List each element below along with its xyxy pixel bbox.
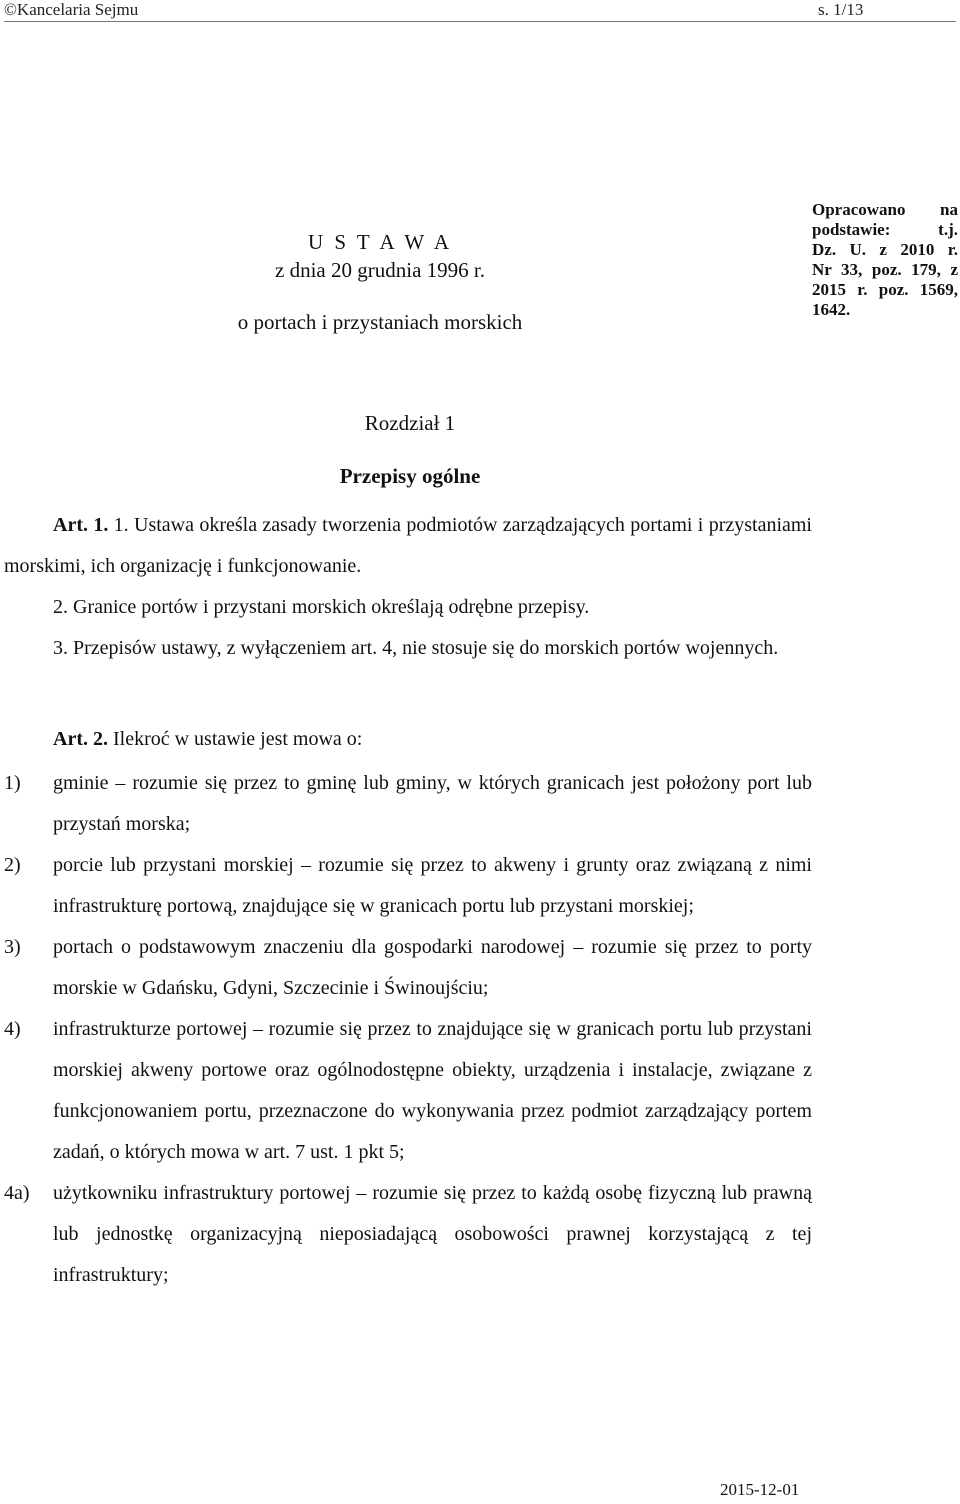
definition-number: 2) <box>4 854 21 876</box>
definition-text: gminie – rozumie się przez to gminę lub gminy, w których granicach jest położony port lub przystań morska; <box>53 772 812 835</box>
definition-text: porcie lub przystani morskiej – rozumie się przez to akweny i grunty oraz związaną z nimi infrastrukturę portową, znajdujące się w granicach portu lub przystani morskiej; <box>53 854 812 917</box>
art1-paragraph-3: 3. Przepisów ustawy, z wyłączeniem art. 4, nie stosuje się do morskich portów wojennych. <box>53 637 779 659</box>
art1-paragraph-1 <box>4 505 812 587</box>
header-page-number: s. 1/13 <box>818 0 864 19</box>
definition-text: infrastrukturze portowej – rozumie się przez to znajdujące się w granicach portu lub przystani morskiej akweny portowe oraz ogólnodostępne obiekty, urządzenia i instalacje, związane z funkcjonowaniem portu, przeznaczone do wykonywania przez podmiot zarządzający portem zadań, o których mowa w art. 7 ust. 1 pkt 5; <box>53 1018 812 1163</box>
source-line: Dz. U. z 2010 r. <box>812 240 958 259</box>
art2-intro-text: Ilekroć w ustawie jest mowa o: <box>107 728 363 750</box>
chapter-title: Przepisy ogólne <box>339 464 481 488</box>
art1-paragraph-2: 2. Granice portów i przystani morskich określają odrębne przepisy. <box>53 596 590 618</box>
source-note <box>812 200 958 320</box>
art2-intro <box>53 728 362 751</box>
act-date: z dnia 20 grudnia 1996 r. <box>275 258 485 282</box>
header-divider <box>4 21 956 22</box>
act-subject: o portach i przystaniach morskich <box>237 310 523 334</box>
header-publisher: ©Kancelaria Sejmu <box>4 0 139 19</box>
definition-list <box>4 763 812 1296</box>
art2-label: Art. 2. <box>53 728 108 750</box>
footer-date: 2015-12-01 <box>720 1480 800 1499</box>
definition-item <box>4 1009 812 1173</box>
definition-text: użytkowniku infrastruktury portowej – rozumie się przez to każdą osobę fizyczną lub prawną lub jednostkę organizacyjną nieposiadającą osobowości prawnej korzystającą z tej infrastruktury; <box>53 1182 812 1286</box>
definition-number: 4) <box>4 1018 21 1040</box>
art1-label: Art. 1. <box>53 514 109 536</box>
source-line: Opracowano na <box>812 200 958 219</box>
definition-number: 3) <box>4 936 21 958</box>
definition-number: 4a) <box>4 1182 30 1204</box>
source-line: Nr 33, poz. 179, z <box>812 260 958 279</box>
source-line: podstawie: t.j. <box>812 220 958 239</box>
art1-p1-text: 1. Ustawa określa zasady tworzenia podmiotów zarządzających portami i przystaniami morskimi, ich organizację i funkcjonowanie. <box>4 514 812 577</box>
chapter-number: Rozdział 1 <box>364 411 456 435</box>
definition-item <box>4 1173 812 1296</box>
definition-item <box>4 763 812 845</box>
definition-text: portach o podstawowym znaczeniu dla gospodarki narodowej – rozumie się przez to porty morskie w Gdańsku, Gdyni, Szczecinie i Świnoujściu; <box>53 936 812 999</box>
definition-number: 1) <box>4 772 21 794</box>
source-line: 1642. <box>812 300 851 319</box>
definition-item <box>4 927 812 1009</box>
source-line: 2015 r. poz. 1569, <box>812 280 958 299</box>
definition-item <box>4 845 812 927</box>
act-type: U S T A W A <box>307 230 453 254</box>
